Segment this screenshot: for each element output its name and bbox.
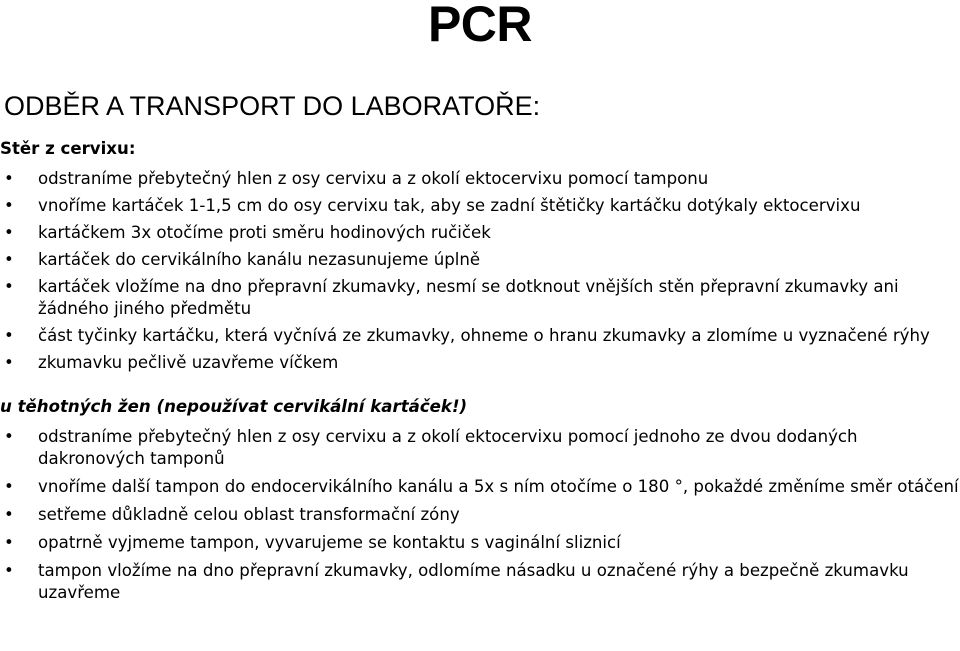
bullet-icon: •	[4, 223, 14, 242]
list-item	[0, 426, 960, 470]
list-item	[0, 276, 960, 320]
list-item	[0, 249, 960, 271]
list-item-text: kartáčkem 3x otočíme proti směru hodinových ručiček	[38, 223, 491, 242]
content-body	[0, 134, 960, 610]
cervix-list	[0, 168, 960, 374]
list-item-text: zkumavku pečlivě uzavřeme víčkem	[38, 353, 339, 372]
list-item-text: opatrně vyjmeme tampon, vyvarujeme se kontaktu s vaginální sliznicí	[38, 533, 621, 552]
list-item-text: vnoříme kartáček 1-1,5 cm do osy cervixu tak, aby se zadní štětičky kartáčku dotýkaly ektocervixu	[38, 196, 861, 215]
bullet-icon: •	[4, 477, 14, 496]
bullet-icon: •	[4, 277, 14, 296]
bullet-icon: •	[4, 196, 14, 215]
bullet-icon: •	[4, 561, 14, 580]
bullet-icon: •	[4, 326, 14, 345]
list-item	[0, 532, 960, 554]
list-item-text: kartáček vložíme na dno přepravní zkumavky, nesmí se dotknout vnějších stěn přepravní zkumavky ani žádného jiného předmětu	[38, 277, 899, 318]
list-item	[0, 168, 960, 190]
list-item	[0, 325, 960, 347]
list-item	[0, 352, 960, 374]
list-item	[0, 560, 960, 604]
cervix-subheading: Stěr z cervixu:	[0, 139, 136, 158]
list-item	[0, 476, 960, 498]
pregnant-list	[0, 426, 960, 604]
bullet-icon: •	[4, 533, 14, 552]
pregnant-subheading: u těhotných žen (nepoužívat cervikální kartáček!)	[0, 397, 468, 416]
list-item	[0, 222, 960, 244]
bullet-icon: •	[4, 505, 14, 524]
list-item-text: setřeme důkladně celou oblast transformační zóny	[38, 505, 460, 524]
bullet-icon: •	[4, 169, 14, 188]
bullet-icon: •	[4, 250, 14, 269]
list-item-text: odstraníme přebytečný hlen z osy cervixu a z okolí ektocervixu pomocí jednoho ze dvou dodaných dakronových tamponů	[38, 427, 858, 468]
list-item	[0, 195, 960, 217]
section-heading: ODBĚR A TRANSPORT DO LABORATOŘE:	[4, 91, 541, 121]
list-item-text: odstraníme přebytečný hlen z osy cervixu a z okolí ektocervixu pomocí tamponu	[38, 169, 709, 188]
list-item-text: část tyčinky kartáčku, která vyčnívá ze zkumavky, ohneme o hranu zkumavky a zlomíme u vyznačené rýhy	[38, 326, 930, 345]
bullet-icon: •	[4, 427, 14, 446]
list-item	[0, 504, 960, 526]
bullet-icon: •	[4, 353, 14, 372]
list-item-text: vnoříme další tampon do endocervikálního kanálu a 5x s ním otočíme o 180 °, pokaždé změníme směr otáčení	[38, 477, 959, 496]
slide-title: PCR	[427, 0, 533, 52]
list-item-text: tampon vložíme na dno přepravní zkumavky, odlomíme násadku u označené rýhy a bezpečně zkumavku uzavřeme	[38, 561, 909, 602]
list-item-text: kartáček do cervikálního kanálu nezasunujeme úplně	[38, 250, 481, 269]
